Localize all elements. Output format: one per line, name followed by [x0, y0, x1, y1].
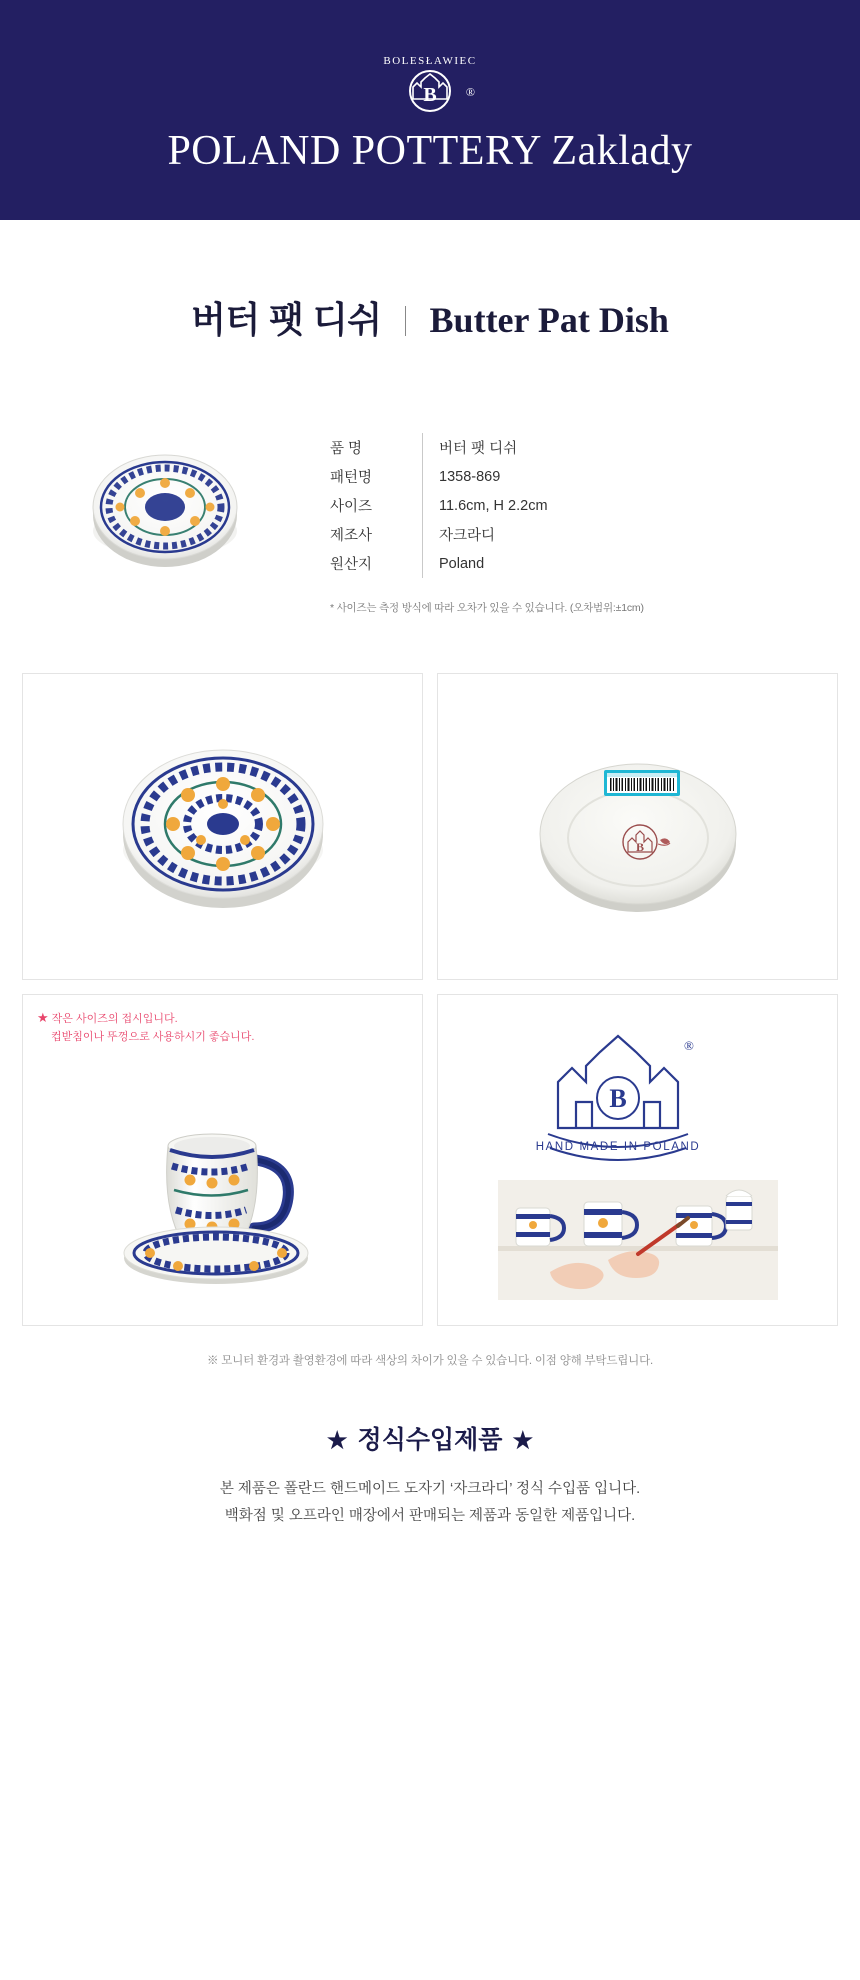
- svg-text:B: B: [423, 84, 437, 106]
- brand-title: POLAND POTTERY Zaklady: [167, 128, 693, 174]
- photo-top-view: [22, 673, 423, 980]
- spec-label: 품 명: [330, 441, 363, 457]
- spec-table-wrap: [330, 413, 644, 615]
- svg-text:B: B: [608, 1084, 627, 1113]
- spec-section: [0, 343, 860, 615]
- spec-value: 버터 팻 디쉬: [423, 433, 548, 462]
- spec-label: 원산지: [330, 557, 373, 573]
- table-row: [330, 549, 548, 578]
- brand-logo: [355, 55, 505, 121]
- footer-line-1: 본 제품은 폴란드 핸드메이드 도자기 ‘자크라디’ 정식 수입품 입니다.: [219, 1481, 641, 1497]
- spec-value: 1358-869: [423, 462, 548, 491]
- header-banner: [0, 0, 860, 220]
- table-row: [330, 433, 548, 462]
- photo-gallery: [22, 673, 838, 1326]
- registered-mark: ®: [465, 85, 475, 99]
- barcode-sticker: [604, 770, 680, 796]
- spec-label: 제조사: [330, 528, 373, 544]
- table-row: [330, 462, 548, 491]
- footer-lines: [0, 1476, 860, 1530]
- product-title-kr: 버터 팻 디쉬: [191, 299, 382, 340]
- dish-bottom-illustration: [508, 702, 768, 952]
- spec-table: [330, 433, 548, 578]
- star-icon-right: ★: [512, 1427, 534, 1453]
- svg-text:®: ®: [683, 1038, 694, 1053]
- table-row: [330, 491, 548, 520]
- star-icon: ★: [37, 1010, 49, 1025]
- butter-pat-dish-illustration: [65, 423, 265, 603]
- footer-title: [0, 1420, 860, 1456]
- star-icon-left: ★: [326, 1427, 348, 1453]
- page-title: [191, 292, 669, 343]
- spec-value: 11.6cm, H 2.2cm: [423, 491, 548, 520]
- photo-handmade-in-poland: [437, 994, 838, 1326]
- photo-with-mug: [22, 994, 423, 1326]
- workshop-scene: [498, 1180, 778, 1300]
- castle-b-logo-icon: [403, 69, 457, 113]
- product-title-en: Butter Pat Dish: [429, 300, 669, 340]
- title-divider: [405, 306, 406, 336]
- product-title-wrap: [0, 220, 860, 343]
- color-disclaimer: ※ 모니터 환경과 촬영환경에 따라 색상의 차이가 있을 수 있습니다. 이점 양해 부탁드립니다.: [207, 1355, 653, 1367]
- handwritten-line-2: 컵받침이나 뚜껑으로 사용하시기 좋습니다.: [51, 1031, 255, 1043]
- spec-product-image: [0, 413, 330, 603]
- dish-top-view-illustration: [93, 702, 353, 952]
- brand-arc-text: BOLESŁAWIEC: [383, 55, 477, 67]
- handmade-badge-icon: [535, 1036, 700, 1160]
- spec-label: 사이즈: [330, 499, 373, 515]
- handwritten-line-1: 작은 사이즈의 접시입니다.: [51, 1013, 178, 1025]
- handmade-badge-and-workshop: [488, 1010, 788, 1310]
- handwritten-note: [37, 1009, 255, 1046]
- spec-value: Poland: [423, 549, 548, 578]
- svg-text:B: B: [635, 839, 644, 854]
- table-row: [330, 520, 548, 549]
- handmade-badge-label: HAND MADE IN POLAND: [535, 1141, 700, 1153]
- mug-and-saucer-illustration: [98, 1050, 348, 1300]
- footer-line-2: 백화점 및 오프라인 매장에서 판매되는 제품과 동일한 제품입니다.: [224, 1508, 636, 1524]
- spec-value: 자크라디: [423, 520, 548, 549]
- spec-note: * 사이즈는 측정 방식에 따라 오차가 있을 수 있습니다. (오차범위:±1cm): [330, 602, 644, 614]
- photo-bottom-stamp: [437, 673, 838, 980]
- footer: [0, 1420, 860, 1590]
- spec-label: 패턴명: [330, 470, 373, 486]
- footer-title-text: 정식수입제품: [357, 1426, 503, 1454]
